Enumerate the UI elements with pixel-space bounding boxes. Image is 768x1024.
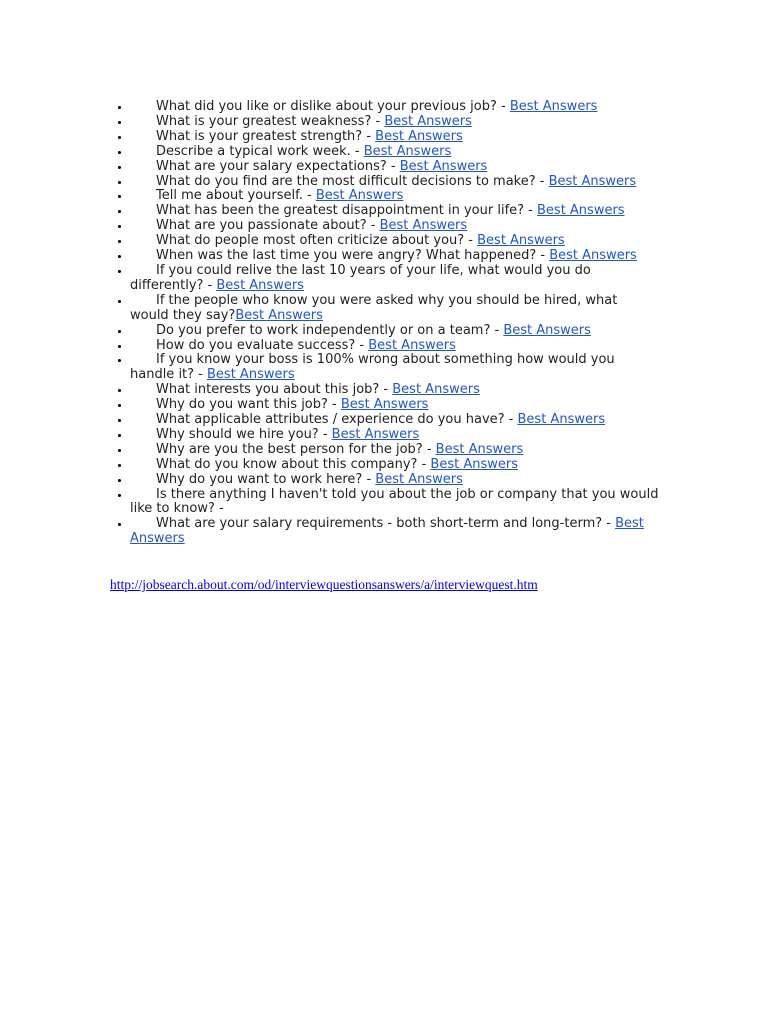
best-answers-link[interactable]: Best Answers [399,158,488,174]
question-text: What do you find are the most difficult decisions to make? - [156,173,549,189]
question-text: What do people most often criticize about you? - [156,233,478,249]
best-answers-link[interactable]: Best Answers [368,337,456,353]
question-item [130,175,660,190]
best-answers-link[interactable]: Best Answers [509,99,598,114]
question-item [130,294,660,324]
question-text: Do you prefer to work independently or on a team? - [156,322,504,338]
best-answers-link[interactable]: Best Answers [375,128,463,144]
best-answers-link[interactable]: Best Answers [477,233,565,249]
question-item [130,517,660,547]
question-item [130,234,660,249]
question-item [130,115,660,130]
question-item [130,160,660,175]
best-answers-link[interactable]: Best Answers [430,456,518,472]
question-text: What interests you about this job? - [156,382,393,398]
question-text: How do you evaluate success? - [156,337,369,353]
best-answers-link[interactable]: Best Answers [331,426,420,442]
question-item [130,145,660,160]
question-item [130,324,660,339]
best-answers-link[interactable]: Best Answers [392,382,480,398]
question-text: Why should we hire you? - [156,426,332,442]
question-text: Why do you want this job? - [156,397,341,413]
question-item [130,219,660,234]
question-text: Is there anything I haven't told you about the job or company that you would like to know? - [130,486,659,517]
question-item [130,458,660,473]
question-text: Why do you want to work here? - [156,471,376,487]
best-answers-link[interactable]: Best Answers [537,203,625,219]
question-item [130,130,660,145]
interview-questions-list [130,100,660,547]
question-text: What did you like or dislike about your previous job? - [156,99,510,114]
best-answers-link[interactable]: Best Answers [130,516,644,547]
best-answers-link[interactable]: Best Answers [375,471,463,487]
question-text: What are you passionate about? - [156,218,380,234]
question-text: What is your greatest weakness? - [156,113,385,129]
question-item [130,353,660,383]
question-item [130,443,660,458]
question-text: What is your greatest strength? - [156,128,376,144]
question-item [130,249,660,264]
best-answers-link[interactable]: Best Answers [435,441,524,457]
question-text: If you could relive the last 10 years of your life, what would you do differently? - [130,262,591,293]
question-text: What has been the greatest disappointment in your life? - [156,203,537,219]
question-item [130,339,660,354]
best-answers-link[interactable]: Best Answers [548,173,637,189]
question-text: Tell me about yourself. - [156,188,316,204]
best-answers-link[interactable]: Best Answers [384,113,472,129]
question-item [130,204,660,219]
best-answers-link[interactable]: Best Answers [379,218,468,234]
question-text: If you know your boss is 100% wrong about something how would you handle it? - [130,352,615,383]
question-text: Why are you the best person for the job? - [156,441,436,457]
best-answers-link[interactable]: Best Answers [363,143,452,159]
question-text: What applicable attributes / experience do you have? - [156,412,518,428]
question-item [130,413,660,428]
question-text: What are your salary expectations? - [156,158,400,174]
best-answers-link[interactable]: Best Answers [517,412,606,428]
question-item [130,488,660,518]
question-item [130,189,660,204]
question-text: What do you know about this company? - [156,456,431,472]
question-item [130,473,660,488]
question-text: Describe a typical work week. - [156,143,364,159]
source-url-link[interactable]: http://jobsearch.about.com/od/interviewquestionsanswers/a/interviewquest.htm [110,577,538,592]
question-text: If the people who know you were asked why you should be hired, what would they say? [130,292,618,323]
best-answers-link[interactable]: Best Answers [207,367,295,383]
question-item [130,100,660,115]
best-answers-link[interactable]: Best Answers [235,307,323,323]
best-answers-link[interactable]: Best Answers [549,248,637,264]
question-item [130,383,660,398]
best-answers-link[interactable]: Best Answers [340,397,429,413]
question-item [130,264,660,294]
question-text: When was the last time you were angry? What happened? - [156,248,550,264]
best-answers-link[interactable]: Best Answers [503,322,591,338]
question-text: What are your salary requirements - both short-term and long-term? - [156,516,616,532]
question-item [130,428,660,443]
best-answers-link[interactable]: Best Answers [315,188,404,204]
best-answers-link[interactable]: Best Answers [216,277,304,293]
question-item [130,398,660,413]
